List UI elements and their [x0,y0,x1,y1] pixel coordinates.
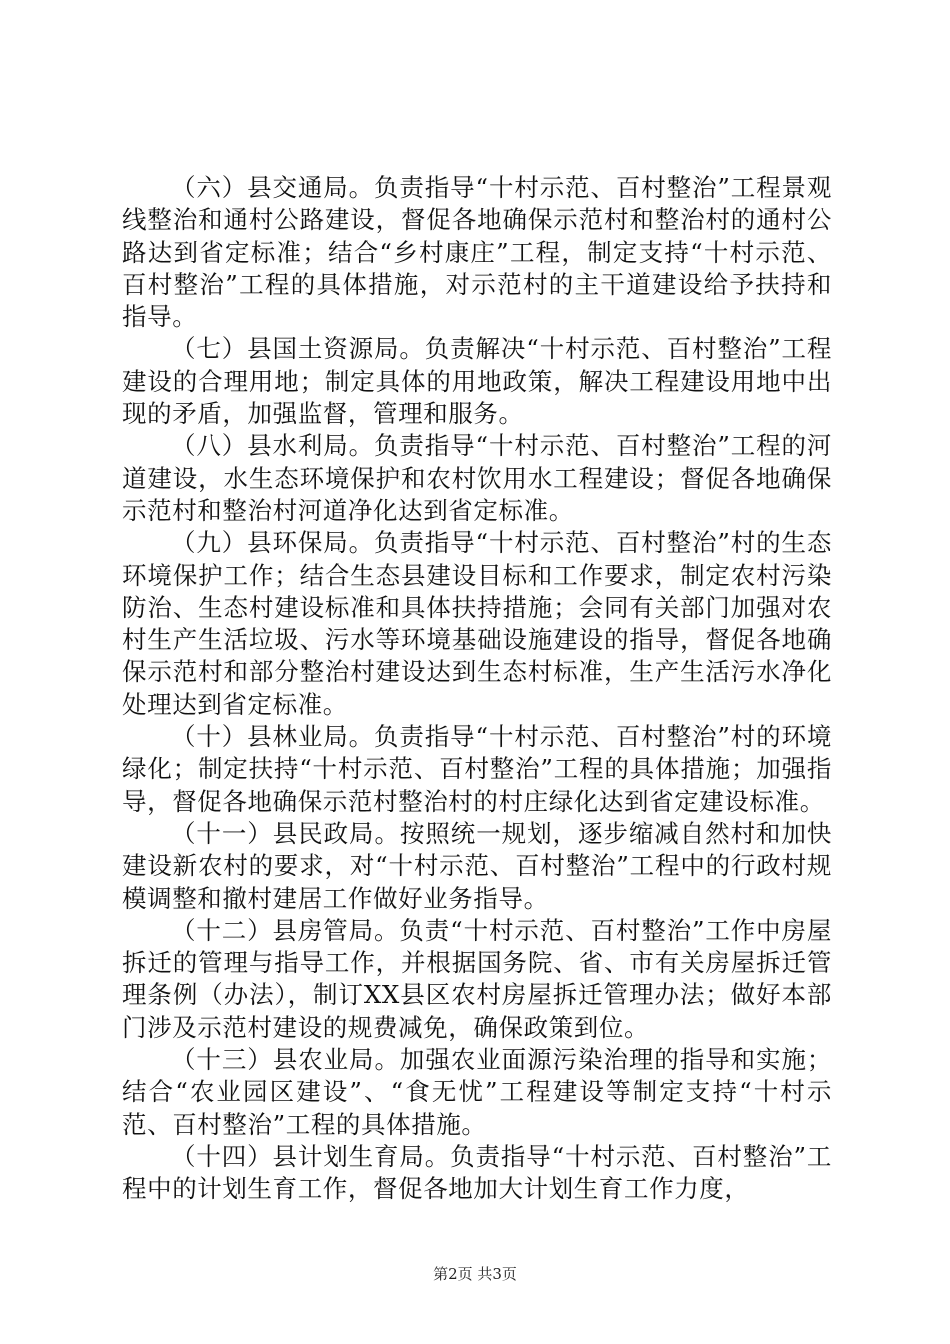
page-number-footer: 第2页 共3页 [433,1265,517,1283]
paragraph-civil-affairs-bureau: （十一）县民政局。按照统一规划，逐步缩减自然村和加快建设新农村的要求，对“十村示范、百村整治”工程中的行政村规模调整和撤村建居工作做好业务指导。 [122,818,832,913]
paragraph-housing-bureau: （十二）县房管局。负责“十村示范、百村整治”工作中房屋拆迁的管理与指导工作，并根据国务院、省、市有关房屋拆迁管理条例（办法），制订XX县区农村房屋拆迁管理办法；做好本部门涉及示范村建设的规费减免，确保政策到位。 [122,915,832,1042]
paragraph-water-resources-bureau: （八）县水利局。负责指导“十村示范、百村整治”工程的河道建设，水生态环境保护和农村饮用水工程建设；督促各地确保示范村和整治村河道净化达到省定标准。 [122,431,832,525]
document-body [122,172,832,1206]
paragraph-land-resources-bureau: （七）县国土资源局。负责解决“十村示范、百村整治”工程建设的合理用地；制定具体的用地政策，解决工程建设用地中出现的矛盾，加强监督，管理和服务。 [122,334,832,429]
paragraph-environment-bureau: （九）县环保局。负责指导“十村示范、百村整治”村的生态环境保护工作；结合生态县建设目标和工作要求，制定农村污染防治、生态村建设标准和具体扶持措施；会同有关部门加强对农村生产生活垃圾、污水等环境基础设施建设的指导，督促各地确保示范村和部分整治村建设达到生态村标准，生产生活污水净化处理达到省定标准。 [122,528,832,719]
paragraph-forestry-bureau: （十）县林业局。负责指导“十村示范、百村整治”村的环境绿化；制定扶持“十村示范、百村整治”工程的具体措施；加强指导，督促各地确保示范村整治村的村庄绿化达到省定建设标准。 [122,722,832,816]
paragraph-transport-bureau: （六）县交通局。负责指导“十村示范、百村整治”工程景观线整治和通村公路建设，督促各地确保示范村和整治村的通村公路达到省定标准；结合“乡村康庄”工程，制定支持“十村示范、百村整治”工程的具体措施，对示范村的主干道建设给予扶持和指导。 [122,173,832,332]
paragraph-agriculture-bureau: （十三）县农业局。加强农业面源污染治理的指导和实施；结合“农业园区建设”、“食无忧”工程建设等制定支持“十村示范、百村整治”工程的具体措施。 [122,1045,832,1139]
paragraph-family-planning-bureau: （十四）县计划生育局。负责指导“十村示范、百村整治”工程中的计划生育工作，督促各地加大计划生育工作力度， [122,1141,832,1204]
